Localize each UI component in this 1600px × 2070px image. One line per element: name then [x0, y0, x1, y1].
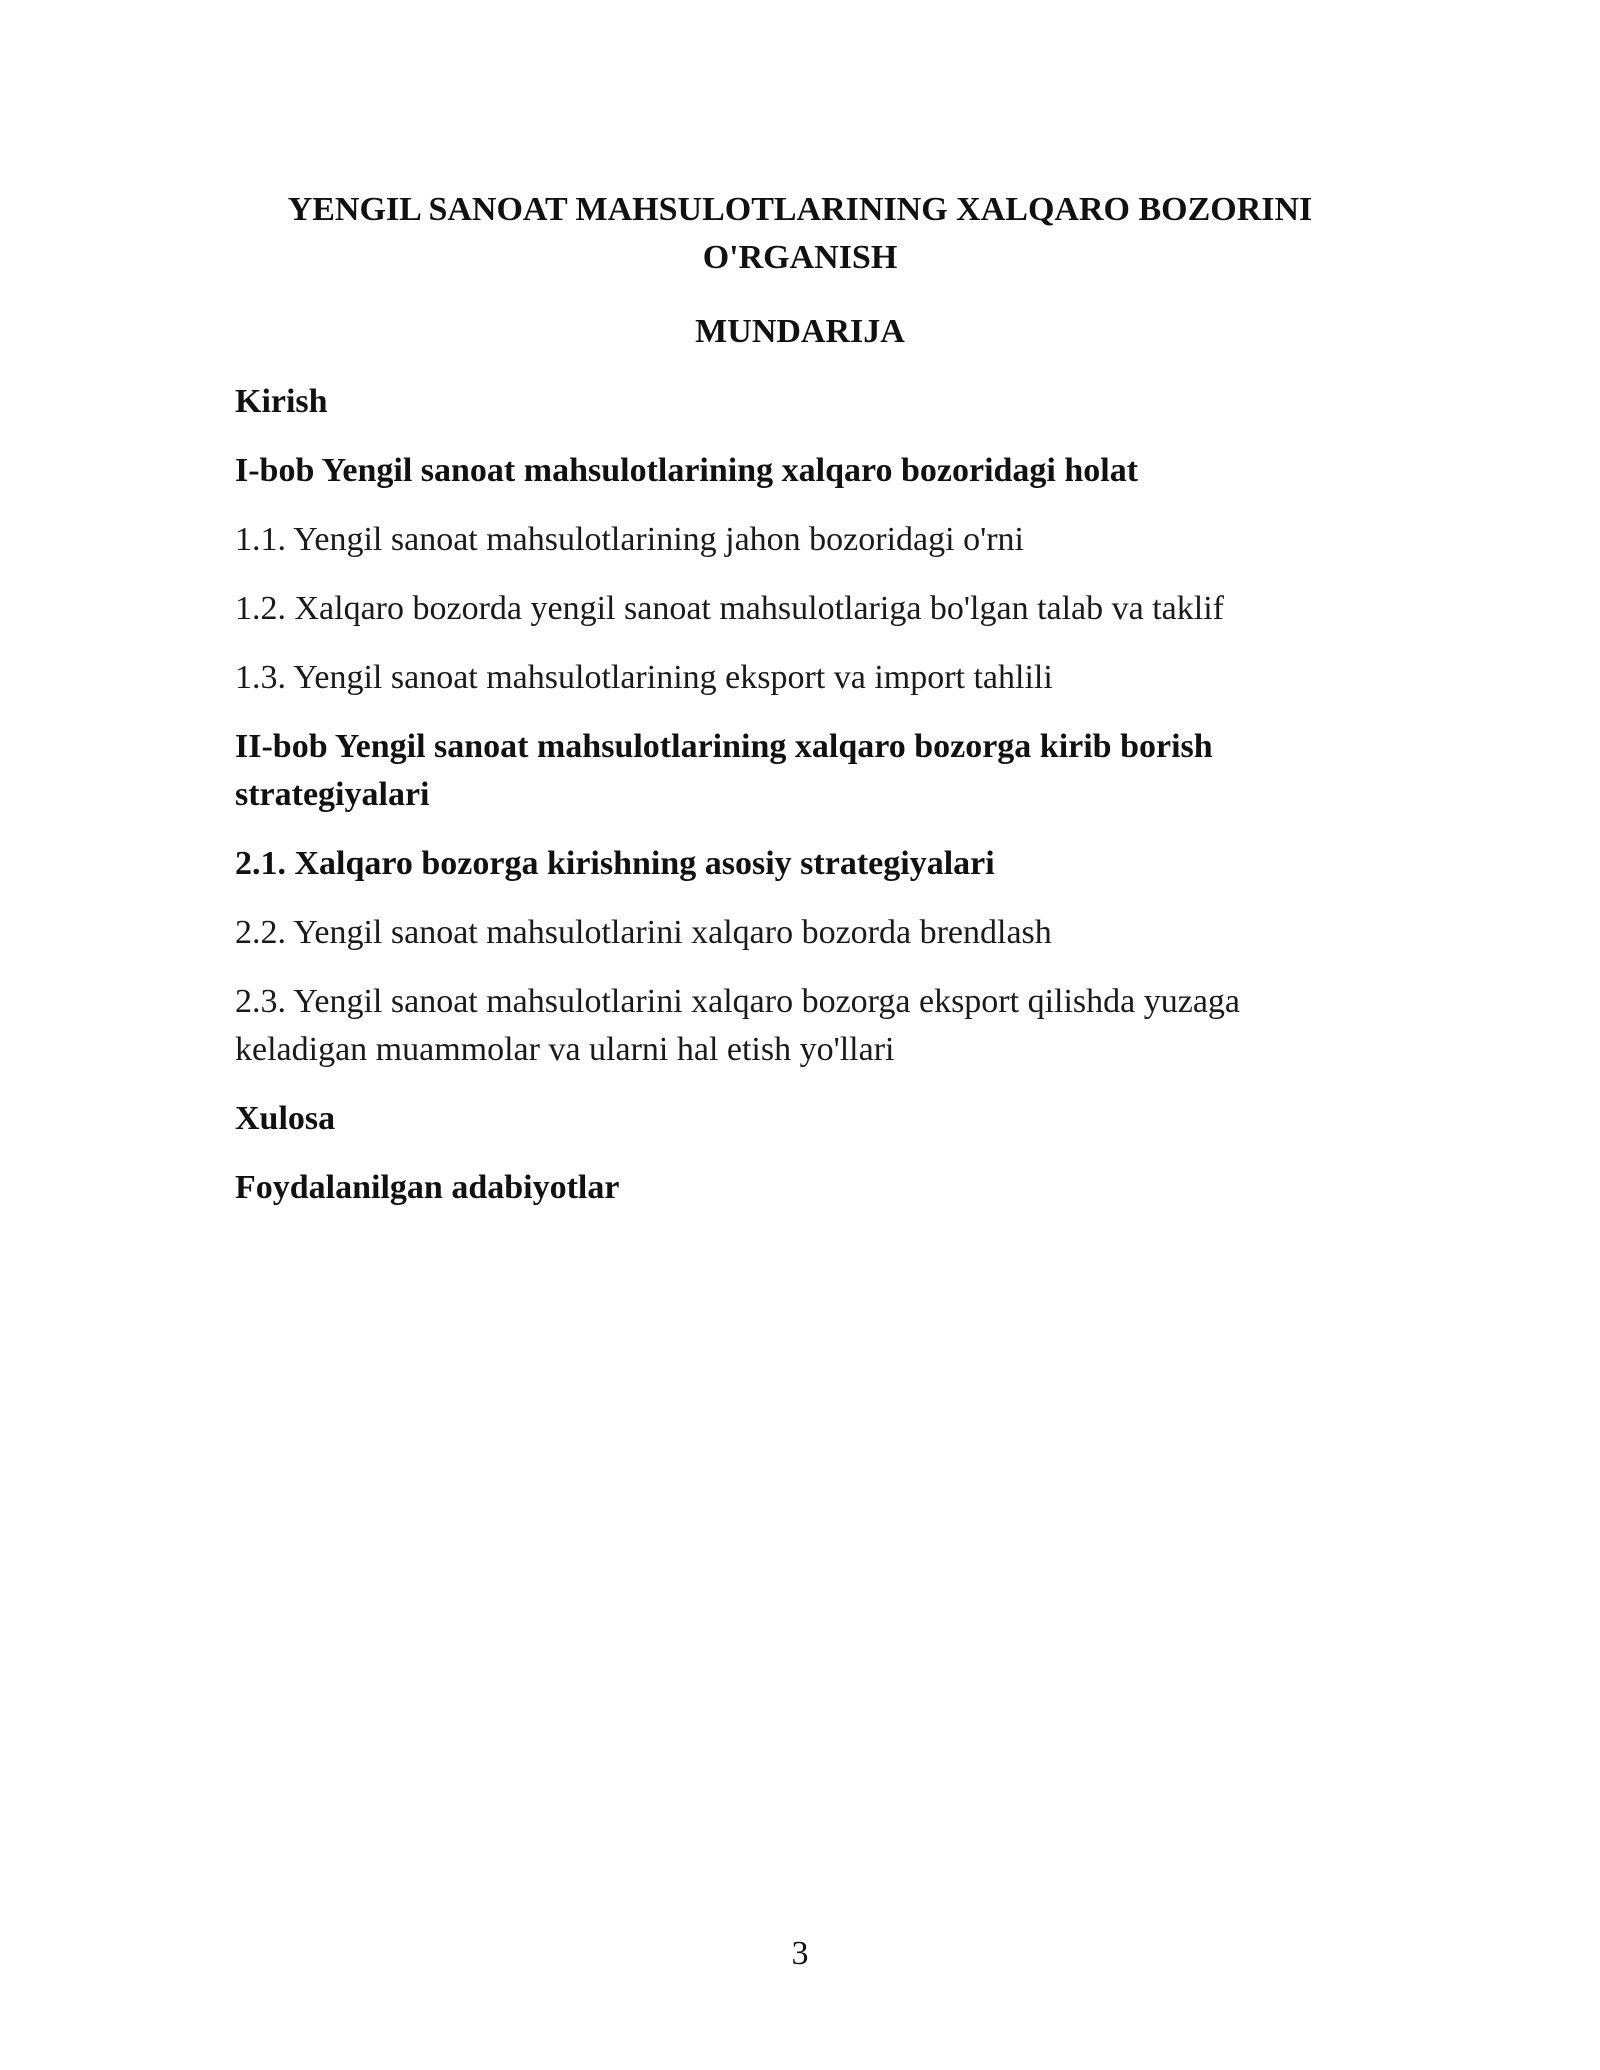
toc-item-kirish: Kirish: [235, 383, 328, 420]
toc-item-2-2: 2.2. Yengil sanoat mahsulotlarini xalqaro bozorda brendlash: [235, 914, 1052, 951]
page-content: [235, 186, 1365, 1233]
toc-item-chapter-2: II-bob Yengil sanoat mahsulotlarining xalqaro bozorga kirib borish strategiyalari: [235, 728, 1213, 813]
toc-item-references: Foydalanilgan adabiyotlar: [235, 1169, 620, 1206]
toc-item-xulosa: Xulosa: [235, 1100, 336, 1137]
toc-item-2-1: 2.1. Xalqaro bozorga kirishning asosiy strategiyalari: [235, 845, 995, 882]
toc-item-1-1: 1.1. Yengil sanoat mahsulotlarining jahon bozoridagi o'rni: [235, 521, 1024, 558]
document-title-line-1: YENGIL SANOAT MAHSULOTLARINING XALQARO BOZORINI: [287, 191, 1313, 228]
page-number: 3: [791, 1935, 809, 1972]
document-title: [235, 186, 1365, 282]
toc-item-1-2: 1.2. Xalqaro bozorda yengil sanoat mahsulotlariga bo'lgan talab va taklif: [235, 590, 1224, 627]
toc-item-2-3: 2.3. Yengil sanoat mahsulotlarini xalqaro bozorga eksport qilishda yuzaga keladigan muammolar va ularni hal etish yo'llari: [235, 983, 1241, 1068]
toc-heading: MUNDARIJA: [695, 313, 905, 350]
toc-item-1-3: 1.3. Yengil sanoat mahsulotlarining eksport va import tahlili: [235, 659, 1053, 696]
document-title-line-2: O'RGANISH: [702, 239, 898, 276]
toc-item-chapter-1: I-bob Yengil sanoat mahsulotlarining xalqaro bozoridagi holat: [235, 452, 1139, 489]
table-of-contents: [235, 378, 1365, 1212]
